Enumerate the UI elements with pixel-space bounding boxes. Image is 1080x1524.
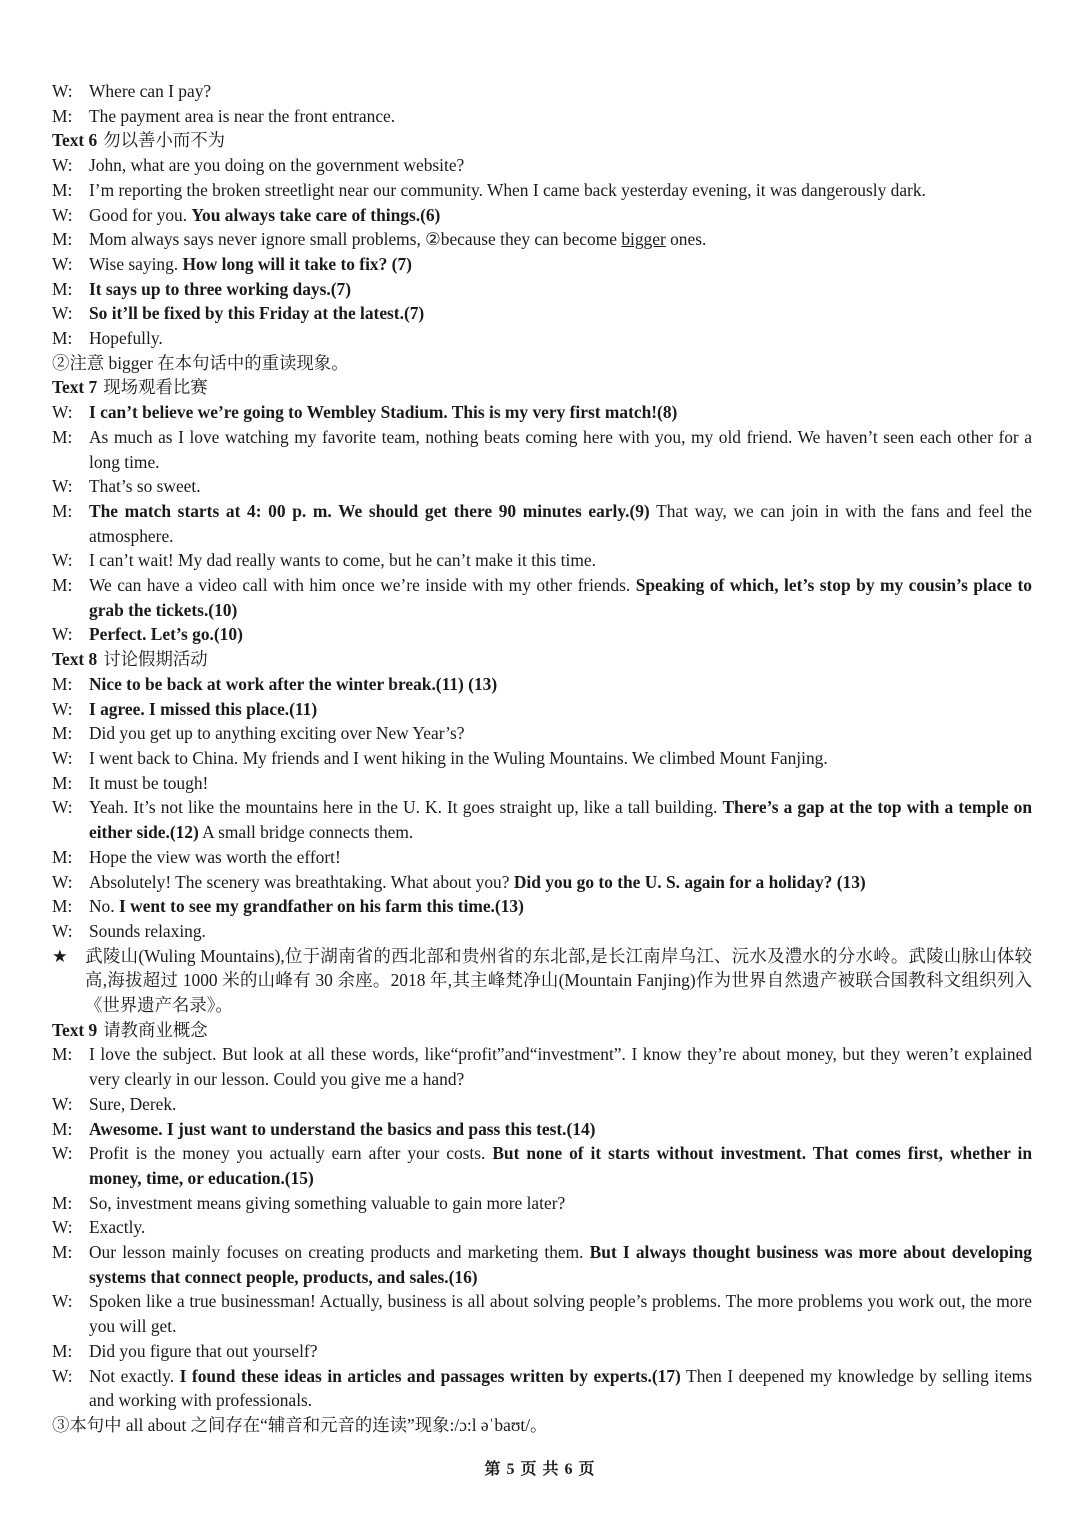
dialogue-text: Mom always says never ignore small problems, ②because they can become — [89, 229, 622, 250]
speaker-label: W: — [52, 1217, 73, 1238]
speaker-label: M: — [52, 500, 73, 521]
dialogue-line — [52, 894, 1032, 919]
dialogue-text: That’s so sweet. — [89, 476, 201, 497]
speaker-label: W: — [52, 1143, 73, 1164]
answer-clue: It says up to three working days.(7) — [89, 278, 352, 299]
speaker-label: W: — [52, 1365, 73, 1386]
dialogue-text: Wise saying. — [89, 253, 183, 274]
dialogue-line — [52, 1042, 1032, 1091]
dialogue-line — [52, 301, 1032, 326]
speaker-label: W: — [52, 155, 73, 176]
speaker-label: W: — [52, 204, 73, 225]
dialogue-text: Our lesson mainly focuses on creating products and marketing them. — [89, 1242, 590, 1263]
transcript-body — [52, 79, 1032, 1438]
dialogue-text: ones. — [665, 229, 707, 250]
answer-clue: I can’t believe we’re going to Wembley Stadium. This is my very first match!(8) — [89, 402, 678, 423]
speaker-label: M: — [52, 846, 73, 867]
section-title: 勿以善小而不为 — [103, 130, 226, 151]
annotation-note: ②注意 bigger 在本句话中的重读现象。 — [52, 352, 349, 373]
dialogue-text: I love the subject. But look at all these words, like“profit”and“investment”. I know they’re about money, but they weren’t explained very clearly in our lesson. Could you give me a hand? — [89, 1044, 1032, 1090]
section-heading — [52, 128, 1032, 153]
speaker-label: M: — [52, 673, 73, 694]
dialogue-text: Sounds relaxing. — [89, 920, 206, 941]
dialogue-line — [52, 771, 1032, 796]
dialogue-line — [52, 1364, 1032, 1413]
dialogue-line — [52, 1339, 1032, 1364]
answer-clue: Awesome. I just want to understand the basics and pass this test.(14) — [89, 1118, 596, 1139]
dialogue-text: Then I deepened my knowledge by selling items and working with professionals. — [89, 1365, 1032, 1411]
dialogue-text: Hope the view was worth the effort! — [89, 846, 341, 867]
answer-clue: I found these ideas in articles and passages written by experts.(17) — [179, 1365, 681, 1386]
dialogue-text: A small bridge connects them. — [198, 822, 414, 843]
speaker-label: W: — [52, 1093, 73, 1114]
dialogue-text: Absolutely! The scenery was breathtaking. What about you? — [89, 871, 514, 892]
dialogue-line — [52, 104, 1032, 129]
dialogue-text: Sure, Derek. — [89, 1093, 177, 1114]
speaker-label: M: — [52, 896, 73, 917]
annotation-note: ③本句中 all about 之间存在“辅音和元音的连读”现象:/ɔ:l əˈbaʊt/。 — [52, 1414, 548, 1435]
dialogue-line — [52, 1117, 1032, 1142]
dialogue-line — [52, 721, 1032, 746]
speaker-label: W: — [52, 81, 73, 101]
section-label: Text 6 — [52, 130, 98, 151]
dialogue-text: Did you figure that out yourself? — [89, 1340, 318, 1361]
dialogue-text: So, investment means giving something valuable to gain more later? — [89, 1192, 566, 1213]
answer-clue: Did you go to the U. S. again for a holiday? (13) — [513, 871, 866, 892]
speaker-label: M: — [52, 328, 73, 349]
dialogue-line — [52, 697, 1032, 722]
speaker-label: M: — [52, 772, 73, 793]
speaker-label: M: — [52, 229, 73, 250]
dialogue-line — [52, 326, 1032, 351]
section-title: 现场观看比赛 — [103, 377, 208, 398]
dialogue-text: Where can I pay? — [89, 81, 212, 101]
speaker-label: M: — [52, 105, 73, 126]
dialogue-line — [52, 845, 1032, 870]
dialogue-text: I’m reporting the broken streetlight near our community. When I came back yesterday evening, it was dangerously dark. — [89, 179, 926, 200]
answer-clue: How long will it take to fix? (7) — [182, 253, 412, 274]
answer-clue: The match starts at 4: 00 p. m. We should get there 90 minutes early.(9) — [89, 500, 650, 521]
dialogue-text: Good for you. — [89, 204, 192, 225]
speaker-label: M: — [52, 1192, 73, 1213]
answer-clue: Nice to be back at work after the winter break.(11) (13) — [89, 673, 498, 694]
dialogue-text: Yeah. It’s not like the mountains here in the U. K. It goes straight up, like a tall building. — [89, 797, 723, 818]
dialogue-line — [52, 474, 1032, 499]
speaker-label: W: — [52, 303, 73, 324]
speaker-label: W: — [52, 797, 73, 818]
speaker-label: M: — [52, 1340, 73, 1361]
dialogue-text: I went back to China. My friends and I went hiking in the Wuling Mountains. We climbed Mount Fanjing. — [89, 747, 828, 768]
dialogue-line — [52, 1240, 1032, 1289]
dialogue-line — [52, 400, 1032, 425]
dialogue-text: It must be tough! — [89, 772, 209, 793]
section-heading — [52, 647, 1032, 672]
section-title: 讨论假期活动 — [103, 649, 208, 670]
speaker-label: W: — [52, 253, 73, 274]
stressed-word: bigger — [621, 229, 666, 250]
dialogue-line — [52, 622, 1032, 647]
speaker-label: M: — [52, 278, 73, 299]
section-heading — [52, 375, 1032, 400]
dialogue-line — [52, 795, 1032, 844]
note-text: 武陵山(Wuling Mountains),位于湖南省的西北部和贵州省的东北部,是长江南岸乌江、沅水及澧水的分水岭。武陵山脉山体较高,海拔超过 1000 米的山峰有 30 余座。2018 年,其主峰梵净山(Mountain Fanjing)作为世界自然遗产被联合国教科文组织列入《世界遗产名录》。 — [85, 945, 1032, 1016]
section-label: Text 7 — [52, 377, 98, 398]
speaker-label: W: — [52, 624, 73, 645]
dialogue-text: Not exactly. — [89, 1365, 180, 1386]
dialogue-text: John, what are you doing on the government website? — [89, 155, 465, 176]
section-heading — [52, 1018, 1032, 1043]
speaker-label: W: — [52, 747, 73, 768]
answer-clue: So it’ll be fixed by this Friday at the latest.(7) — [89, 303, 425, 324]
dialogue-text: Spoken like a true businessman! Actually, business is all about solving people’s problems. The more problems you work out, the more you will get. — [89, 1291, 1032, 1337]
dialogue-text: Profit is the money you actually earn after your costs. — [89, 1143, 493, 1164]
speaker-label: M: — [52, 179, 73, 200]
section-title: 请教商业概念 — [103, 1019, 208, 1040]
dialogue-line — [52, 178, 1032, 203]
speaker-label: M: — [52, 575, 73, 596]
dialogue-line — [52, 870, 1032, 895]
dialogue-text: That way, we can join in with the fans and feel the atmosphere. — [89, 500, 1032, 546]
speaker-label: M: — [52, 1044, 73, 1065]
speaker-label: W: — [52, 698, 73, 719]
dialogue-text: No. — [89, 896, 119, 917]
answer-clue: Speaking of which, let’s stop by my cousin’s place to grab the tickets.(10) — [89, 575, 1032, 620]
speaker-label: M: — [52, 1242, 73, 1263]
dialogue-line — [52, 919, 1032, 944]
dialogue-text: I can’t wait! My dad really wants to come, but he can’t make it this time. — [89, 550, 596, 571]
dialogue-line — [52, 746, 1032, 771]
dialogue-text: As much as I love watching my favorite team, nothing beats coming here with you, my old friend. We haven’t seen each other for a long time. — [89, 426, 1032, 472]
dialogue-line — [52, 499, 1032, 548]
answer-clue: Perfect. Let’s go.(10) — [89, 624, 243, 645]
answer-clue: You always take care of things.(6) — [191, 204, 441, 225]
dialogue-text: The payment area is near the front entrance. — [89, 105, 396, 126]
dialogue-line — [52, 1215, 1032, 1240]
speaker-label: W: — [52, 871, 73, 892]
answer-clue: I went to see my grandfather on his farm this time.(13) — [118, 896, 524, 917]
dialogue-text: Exactly. — [89, 1217, 146, 1238]
page-footer: 第 5 页 共 6 页 — [484, 1461, 596, 1478]
dialogue-line — [52, 1191, 1032, 1216]
dialogue-line — [52, 548, 1032, 573]
star-icon: ★ — [52, 945, 68, 966]
dialogue-line — [52, 252, 1032, 277]
dialogue-line — [52, 672, 1032, 697]
section-label: Text 8 — [52, 649, 98, 670]
dialogue-line — [52, 1092, 1032, 1117]
dialogue-line — [52, 425, 1032, 474]
section-label: Text 9 — [52, 1019, 98, 1040]
dialogue-line — [52, 79, 1032, 104]
culture-note — [52, 944, 1032, 1018]
dialogue-line — [52, 277, 1032, 302]
speaker-label: W: — [52, 920, 73, 941]
dialogue-text: Did you get up to anything exciting over New Year’s? — [89, 723, 465, 744]
answer-clue: But none of it starts without investment. That comes first, whether in money, time, or education.(15) — [89, 1143, 1032, 1188]
dialogue-text: We can have a video call with him once we’re inside with my other friends. — [89, 575, 636, 596]
speaker-label: M: — [52, 1118, 73, 1139]
dialogue-line — [52, 573, 1032, 622]
dialogue-line — [52, 153, 1032, 178]
dialogue-line — [52, 1289, 1032, 1338]
dialogue-line — [52, 1141, 1032, 1190]
speaker-label: M: — [52, 723, 73, 744]
speaker-label: W: — [52, 550, 73, 571]
dialogue-text: Hopefully. — [89, 328, 163, 349]
dialogue-line — [52, 227, 1032, 252]
speaker-label: W: — [52, 476, 73, 497]
speaker-label: W: — [52, 1291, 73, 1312]
answer-clue: But I always thought business was more about developing systems that connect people, products, and sales.(16) — [89, 1242, 1032, 1287]
speaker-label: M: — [52, 426, 73, 447]
answer-clue: I agree. I missed this place.(11) — [89, 698, 318, 719]
answer-clue: There’s a gap at the top with a temple on either side.(12) — [89, 797, 1032, 843]
dialogue-line — [52, 203, 1032, 228]
speaker-label: W: — [52, 402, 73, 423]
